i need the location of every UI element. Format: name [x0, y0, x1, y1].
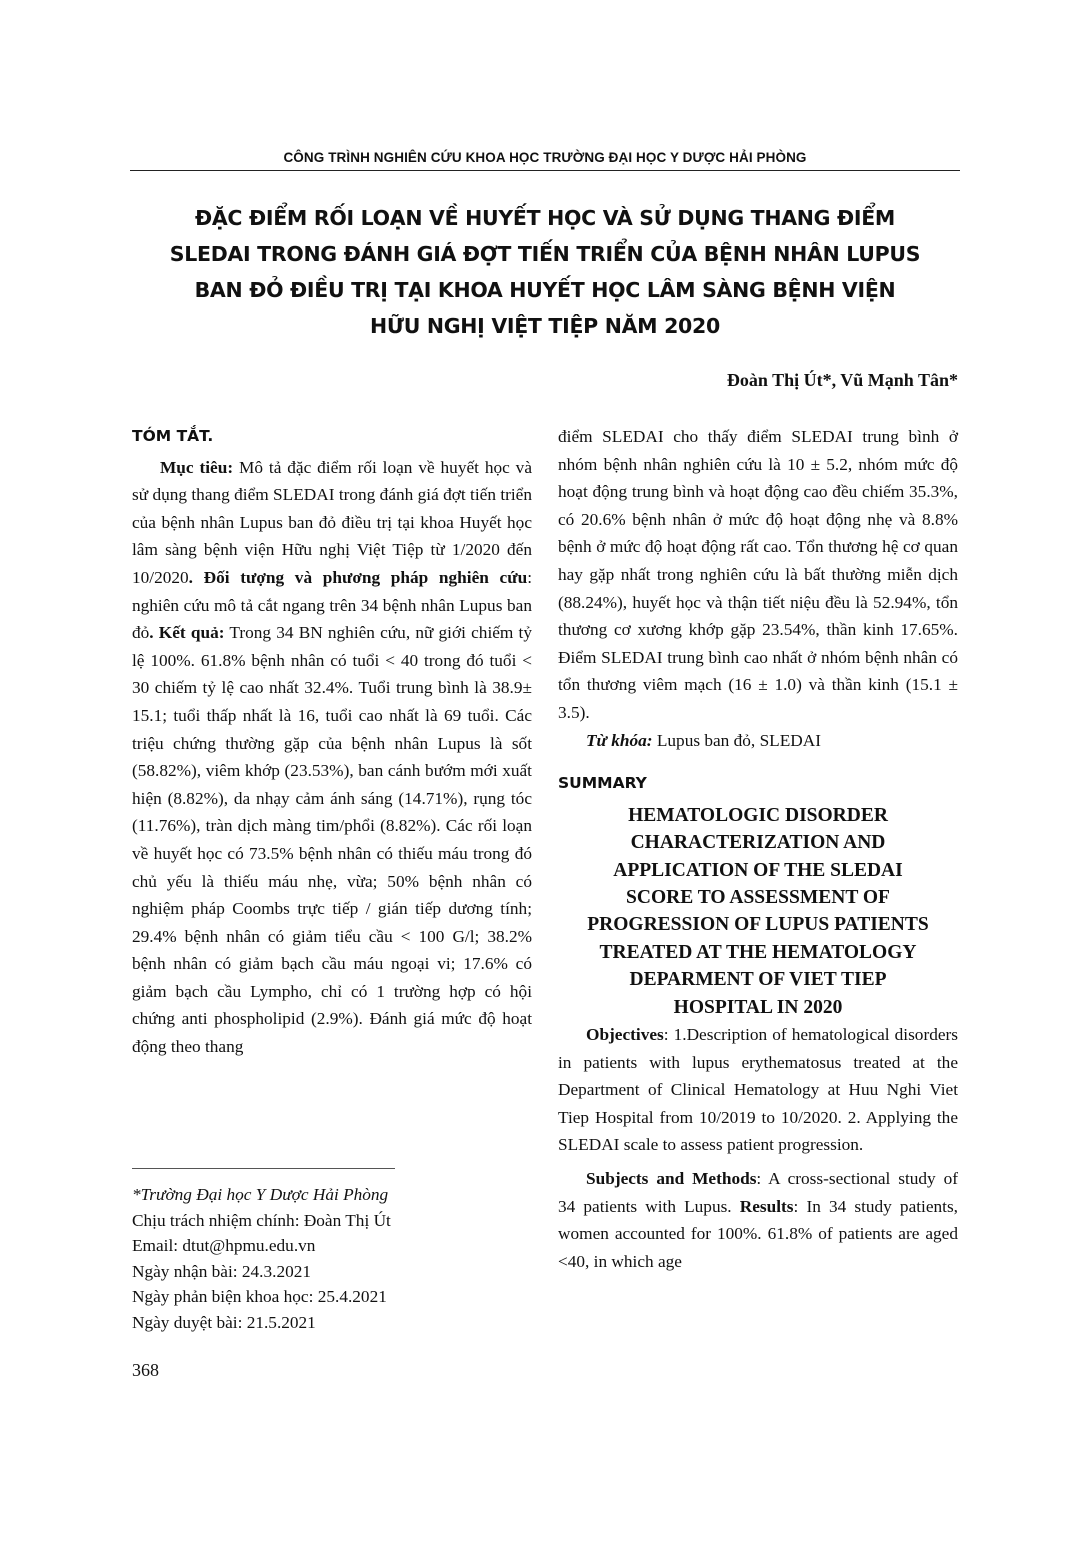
affiliation: *Trường Đại học Y Dược Hải Phòng — [132, 1185, 389, 1204]
objectives-paragraph — [558, 1021, 958, 1159]
vn-abstract-body — [132, 454, 532, 1061]
header-divider — [130, 170, 960, 171]
en-title-line: APPLICATION OF THE SLEDAI — [613, 859, 903, 881]
title-line: HỮU NGHỊ VIỆT TIỆP NĂM 2020 — [370, 314, 720, 338]
results-text: Trong 34 BN nghiên cứu, nữ giới chiếm tỷ lệ 100%. 61.8% bệnh nhân có tuổi < 40 trong đó tuổi < 30 chiếm tỷ lệ cao nhất 32.4%. Tuổi trung bình là 38.9± 15.1; tuổi thấp nhất là 16, tuổi cao nhất là 69 tuổi. Các triệu chứng thường gặp của bệnh nhân Lupus là sốt (58.82%), viêm khớp (23.53%), ban cánh bướm mới xuất hiện (8.82%), da nhạy cảm ánh sáng (14.71%), rụng tóc (11.76%), tràn dịch màng tim/phổi (8.82%). Các rối loạn về huyết học có 73.5% bệnh nhân có thiếu máu trong đó chủ yếu là thiếu máu nhẹ, vừa; 50% bệnh nhân có nghiệm pháp Coombs trực tiếp / gián tiếp dương tính; 29.4% bệnh nhân có giảm tiểu cầu < 100 G/l; 38.2% bệnh nhân có giảm bạch cầu máu ngoại vi; 17.6% có giảm bạch cầu Lympho, chỉ có 1 trường hợp có hội chứng anti phospholipid (2.9%). Đánh giá mức độ hoạt động theo thang — [132, 623, 532, 1057]
en-title-line: HOSPITAL IN 2020 — [673, 996, 843, 1018]
footnote — [132, 1182, 391, 1336]
results-label: . Kết quả: — [149, 623, 225, 643]
title-line: BAN ĐỎ ĐIỀU TRỊ TẠI KHOA HUYẾT HỌC LÂM SÀNG BỆNH VIỆN — [194, 278, 896, 302]
methods-text: : A cross-sectional study of 34 patients with Lupus. — [558, 1168, 958, 1216]
reviewed-date: Ngày phản biện khoa học: 25.4.2021 — [132, 1287, 387, 1307]
received-date: Ngày nhận bài: 24.3.2021 — [132, 1261, 312, 1281]
en-title-line: CHARACTERIZATION AND — [630, 832, 886, 854]
methods-paragraph — [558, 1165, 958, 1275]
subjects-text: : nghiên cứu mô tả cắt ngang trên 34 bệnh nhân Lupus ban đỏ — [132, 567, 532, 643]
accepted-date: Ngày duyệt bài: 21.5.2021 — [132, 1312, 316, 1332]
left-column — [132, 423, 532, 1061]
vn-abstract-heading: TÓM TẮT. — [132, 427, 214, 445]
keywords-text: Lupus ban đỏ, SLEDAI — [652, 730, 822, 750]
footnote-divider — [132, 1168, 395, 1169]
title-line: ĐẶC ĐIỂM RỐI LOẠN VỀ HUYẾT HỌC VÀ SỬ DỤNG THANG ĐIỂM — [194, 206, 896, 230]
keywords — [558, 727, 958, 755]
responsible-author: Chịu trách nhiệm chính: Đoàn Thị Út — [132, 1210, 391, 1230]
en-title-line: HEMATOLOGIC DISORDER — [628, 804, 888, 826]
summary-heading: SUMMARY — [558, 774, 647, 793]
page-number: 368 — [132, 1360, 159, 1380]
english-title — [558, 802, 958, 1021]
vn-abstract-continued: điểm SLEDAI cho thấy điểm SLEDAI trung bình ở nhóm bệnh nhân nghiên cứu là 10 ± 5.2, nhóm mức độ hoạt động trung bình và hoạt động cao đều chiếm 35.3%, có 20.6% bệnh nhân ở mức độ hoạt động nhẹ và 8.8% bệnh ở mức độ hoạt động rất cao. Tổn thương hệ cơ quan hay gặp nhất trong nghiên cứu là bất thường miễn dịch (88.24%), huyết học và thận tiết niệu đều là 52.94%, tổn thương cơ xương khớp gặp 23.54%, thần kinh 17.65%. Điểm SLEDAI trung bình cao nhất ở nhóm bệnh nhân có tổn thương viêm mạch (16 ± 1.0) và thần kinh (15.1 ± 3.5). — [558, 427, 958, 722]
en-title-line: TREATED AT THE HEMATOLOGY — [599, 941, 917, 963]
en-results-label: Results — [739, 1196, 794, 1216]
en-title-line: DEPARMENT OF VIET TIEP — [629, 969, 887, 991]
running-header: CÔNG TRÌNH NGHIÊN CỨU KHOA HỌC TRƯỜNG ĐẠI HỌC Y DƯỢC HẢI PHÒNG — [283, 150, 807, 165]
en-results-text: : In 34 study patients, women accounted for 100%. 61.8% of patients are aged <40, in which age — [558, 1196, 958, 1271]
subjects-label: . Đối tượng và phương pháp nghiên cứu — [188, 567, 528, 587]
objectives-label: Objectives — [586, 1024, 664, 1044]
author-list: Đoàn Thị Út*, Vũ Mạnh Tân* — [726, 370, 958, 390]
en-title-line: PROGRESSION OF LUPUS PATIENTS — [587, 914, 929, 936]
keywords-label: Từ khóa: — [586, 730, 653, 750]
objective-text: Mô tả đặc điểm rối loạn về huyết học và sử dụng thang điểm SLEDAI trong đánh giá đợt tiến triển của bệnh nhân Lupus ban đỏ điều trị tại khoa Huyết học lâm sàng bệnh viện Hữu nghị Việt Tiệp từ 1/2020 đến 10/2020 — [132, 457, 532, 587]
objective-label: Mục tiêu: — [160, 457, 234, 477]
article-title — [150, 200, 940, 344]
title-line: SLEDAI TRONG ĐÁNH GIÁ ĐỢT TIẾN TRIỂN CỦA BỆNH NHÂN LUPUS — [169, 242, 921, 266]
right-column — [558, 423, 958, 1275]
en-title-line: SCORE TO ASSESSMENT OF — [626, 886, 890, 908]
objectives-text: : 1.Description of hematological disorders in patients with lupus erythematosus treated at the Department of Clinical Hematology at Huu Nghi Viet Tiep Hospital from 10/2019 to 10/2020. 2. Applying the SLEDAI scale to assess patient progression. — [558, 1024, 958, 1155]
methods-label: Subjects and Methods — [586, 1168, 757, 1188]
contact-email: Email: dtut@hpmu.edu.vn — [132, 1236, 316, 1256]
